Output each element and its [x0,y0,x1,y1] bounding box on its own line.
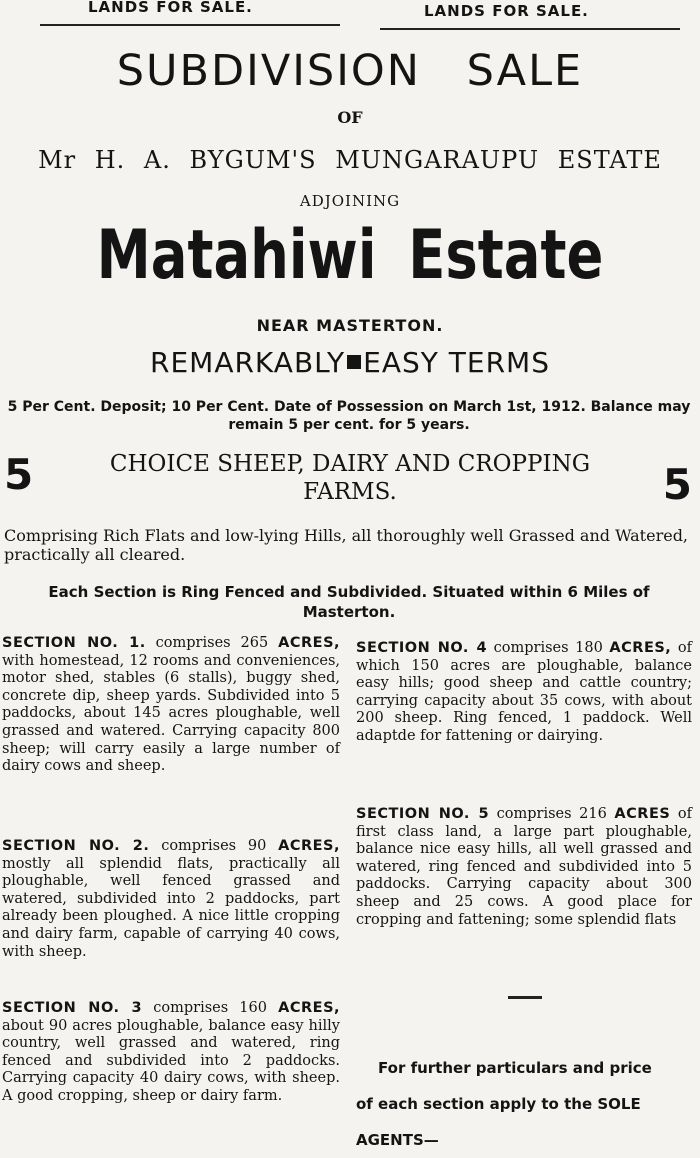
further-line-2: of each section apply to the SOLE [356,1095,641,1113]
section-heading: SECTION NO. 2. [2,838,150,854]
adjoining-label: ADJOINING [299,192,401,210]
further-line-1: For further particulars and price [378,1059,652,1077]
section-body: mostly all splendid flats, practically all ploughable, well fenced grassed and watered, subdivided into 2 paddocks, part already been ploughed. A nice little cropping and dairy farm, capable of carrying 40 cows, with sheep. [2,855,340,960]
each-section-paragraph: Each Section is Ring Fenced and Subdivided. Situated within 6 Miles of Masterton. [48,583,650,621]
further-particulars [356,1050,696,1158]
section-acres: ACRES, [278,635,341,651]
section-acres: ACRES, [609,640,672,656]
section-comprises: comprises 216 [496,806,607,822]
section-comprises: comprises 180 [493,640,603,656]
section-body: of first class land, a large part ploughable, balance nice easy hills, all well grassed and watered, ring fenced and subdivided into 5 paddocks. Carrying capacity about 300 sheep and 25 cows. A good place for cropping and fattening; some splendid flats [356,806,693,928]
section-heading: SECTION NO. 1. [2,635,146,651]
header-rule-left [40,24,340,26]
subdivision-sale-title: SUBDIVISION SALE [116,46,584,96]
section-body: about 90 acres ploughable, balance easy hilly country, well grassed and watered, ring fenced and subdivided into 2 paddocks. Carrying capacity 40 dairy cows, with sheep. A good cropping, sheep or dairy farm. [2,1017,340,1104]
section-body: of which 150 acres are ploughable, balance easy hills; good sheep and cattle country; carrying capacity about 35 cows, with about 200 sheep. Ring fenced, 1 paddock. Well adaptde for fattening or dairying. [356,640,693,744]
ink-blot [347,355,361,369]
section-1 [2,635,340,776]
section-3 [2,1000,340,1106]
divider-dash [508,996,542,999]
section-body: with homestead, 12 rooms and conveniences, motor shed, stables (6 stalls), buggy shed, concrete dip, sheep yards. Subdivided into 5 paddocks, about 145 acres ploughable, well grassed and watered. Carrying capacity 800 sheep; will carry easily a large number of dairy cows and sheep. [2,652,340,775]
section-heading: SECTION NO. 3 [2,1000,143,1016]
near-masterton-label: NEAR MASTERTON. [256,316,444,335]
terms-word-easy: EASY TERMS [363,346,550,379]
terms-heading [0,346,700,379]
further-line-3: AGENTS— [356,1131,439,1149]
number-right: 5 [662,460,692,509]
terms-word-remarkably: REMARKABLY [150,346,346,379]
estate-name-title: Matahiwi Estate [96,216,604,295]
section-comprises: comprises 90 [161,838,267,854]
header-label-left: LANDS FOR SALE. [88,0,253,16]
section-acres: ACRES [614,806,671,822]
deposit-terms: 5 Per Cent. Deposit; 10 Per Cent. Date of Possession on March 1st, 1912. Balance may remain 5 per cent. for 5 years. [7,399,691,433]
farms-heading: CHOICE SHEEP, DAIRY AND CROPPING FARMS. [109,451,591,505]
section-heading: SECTION NO. 5 [356,806,490,822]
estate-owner-line: Mr H. A. BYGUM'S MUNGARAUPU ESTATE [38,146,662,174]
section-4 [356,640,692,746]
section-2 [2,838,340,961]
section-comprises: comprises 265 [155,635,269,651]
section-comprises: comprises 160 [153,1000,267,1016]
header-label-right: LANDS FOR SALE. [424,2,589,20]
header-rule-right [380,28,680,30]
section-acres: ACRES, [278,1000,341,1016]
comprising-paragraph: Comprising Rich Flats and low-lying Hills, all thoroughly well Grassed and Watered, practically all cleared. [4,526,689,564]
section-5 [356,806,692,929]
page-header [0,0,700,26]
number-left: 5 [4,450,34,499]
section-heading: SECTION NO. 4 [356,640,488,656]
of-label: OF [337,108,363,127]
section-acres: ACRES, [278,838,341,854]
